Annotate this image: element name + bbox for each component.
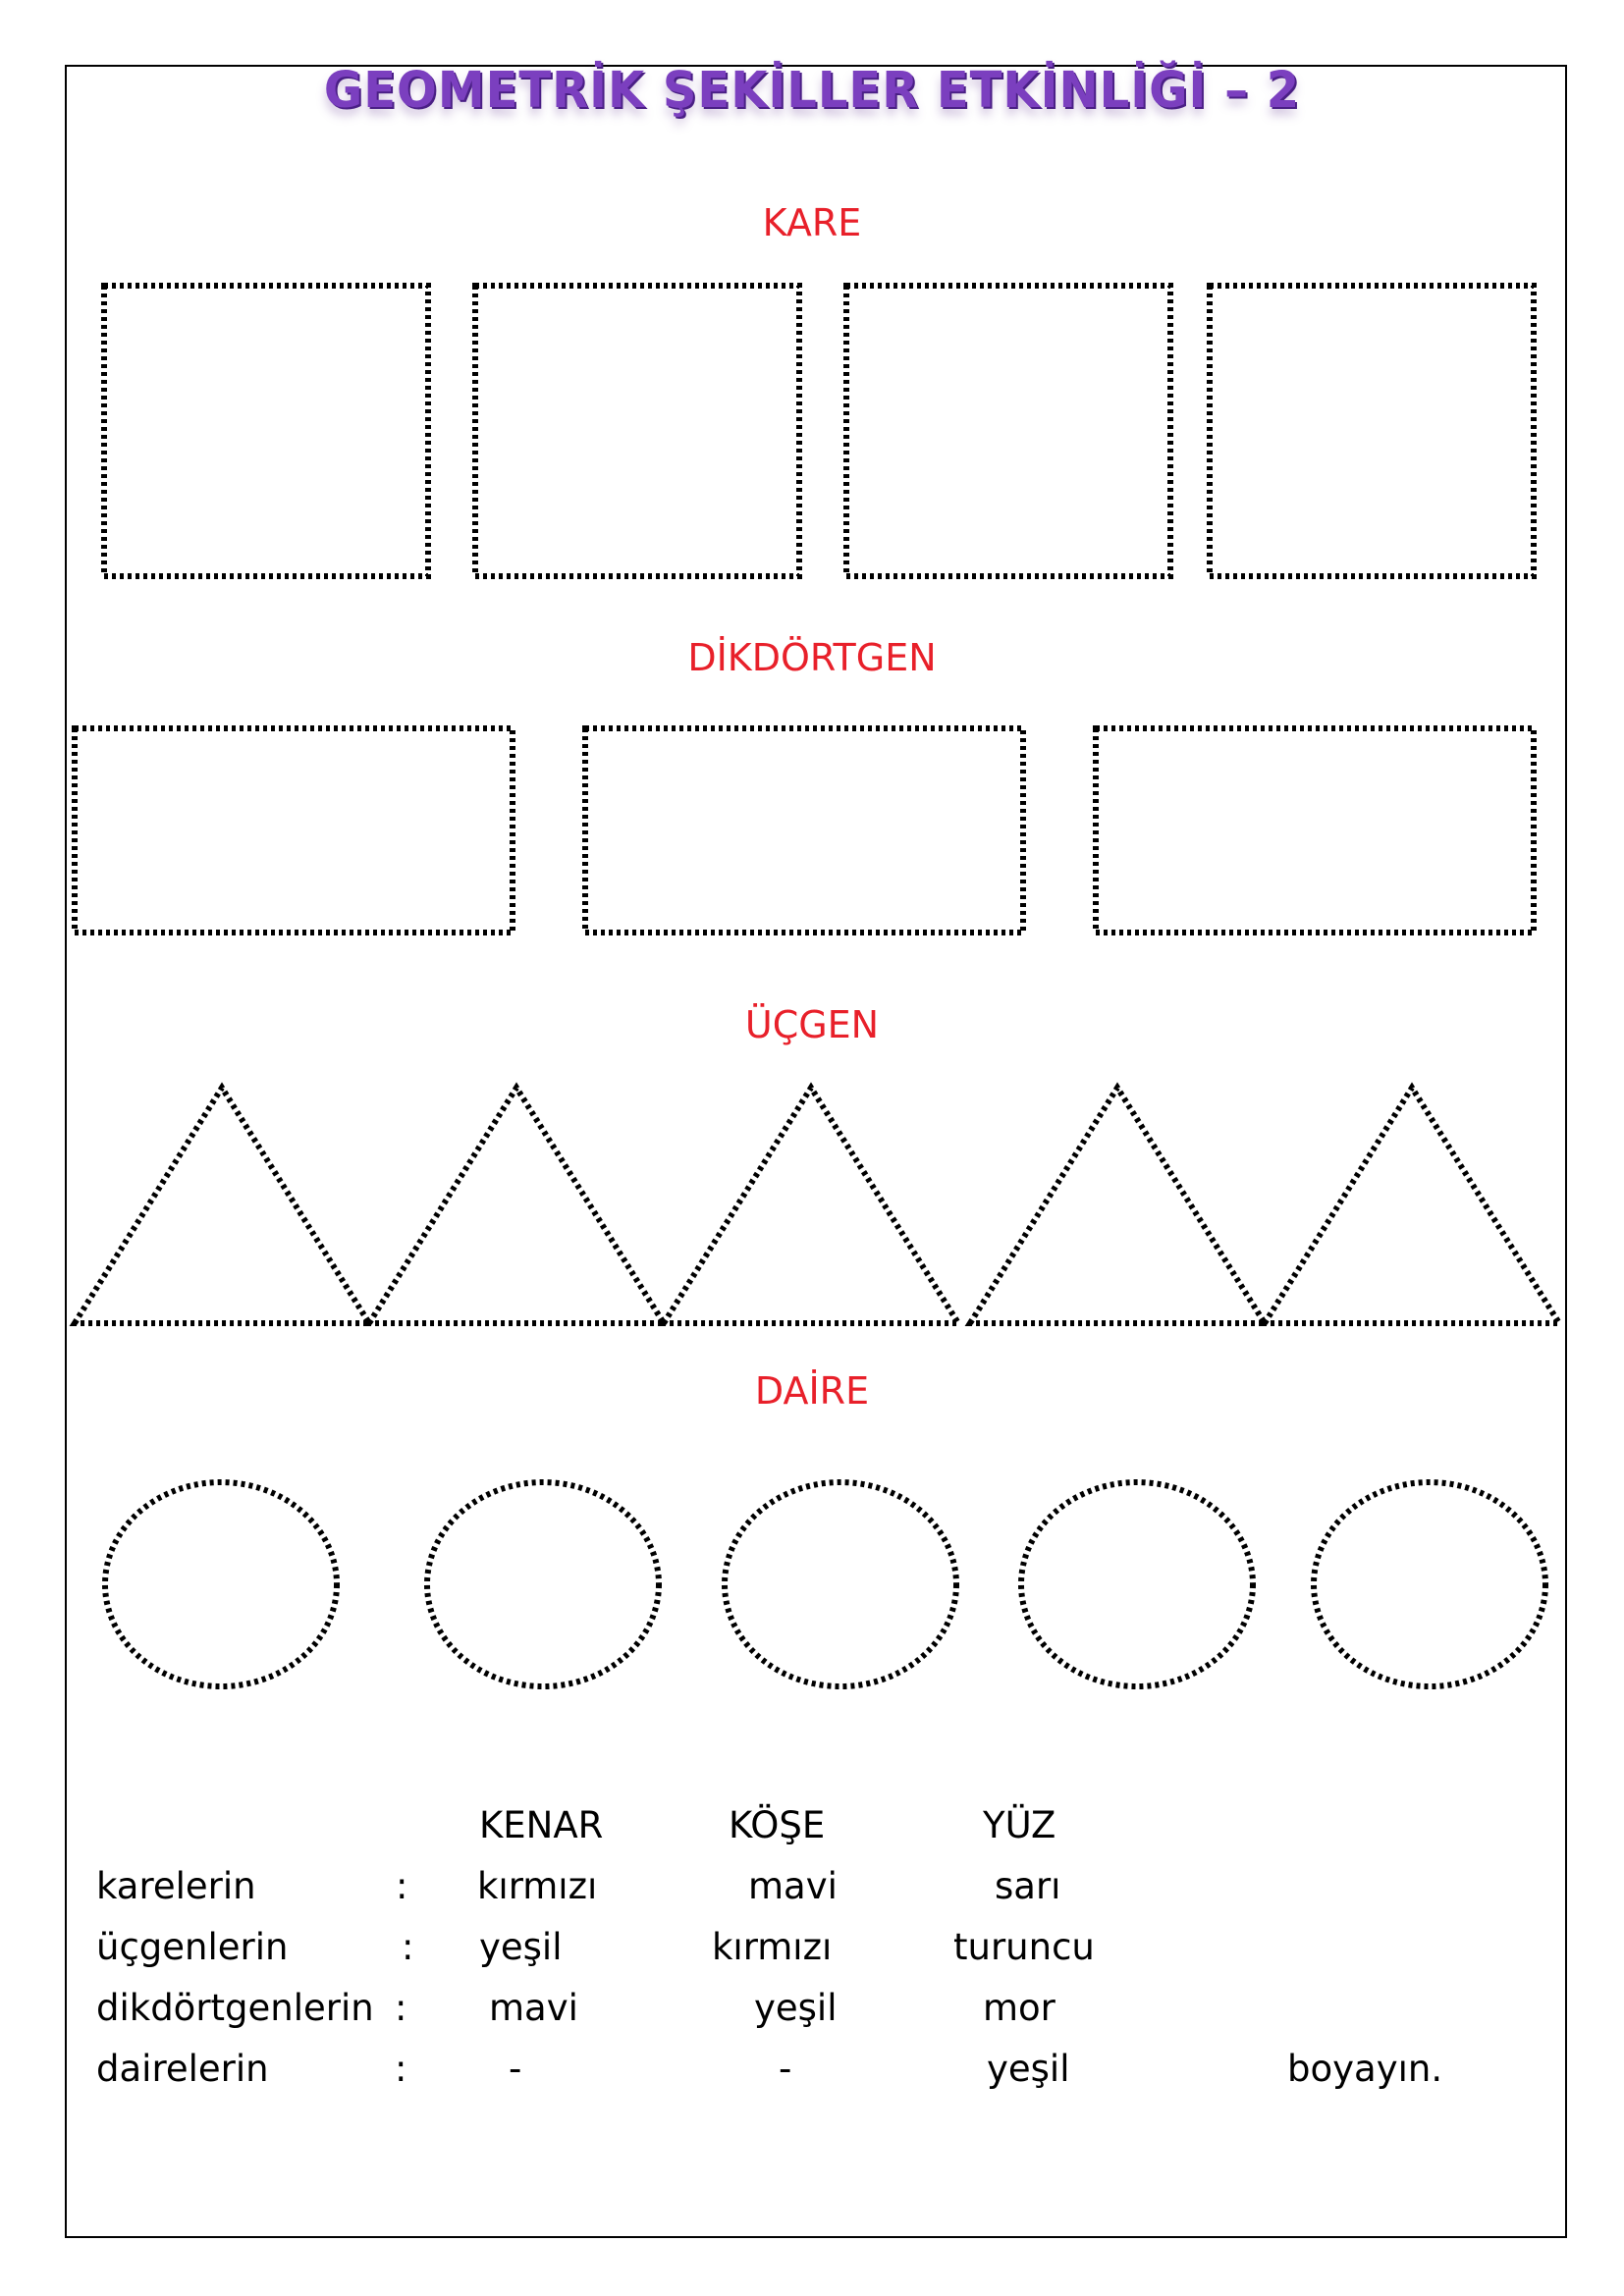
worksheet-title: GEOMETRİK ŞEKİLLER ETKİNLİĞİ – 2 (323, 61, 1301, 120)
cell-kose: kırmızı (712, 1926, 833, 1968)
triangle-shape-2[interactable] (369, 1088, 664, 1323)
row-name-ucgenlerin: üçgenlerin (96, 1926, 289, 1968)
row-name-dikdortgenlerin: dikdörtgenlerin (96, 1987, 374, 2029)
rectangle-shape-3[interactable] (1096, 728, 1534, 933)
circle-shape-1[interactable] (105, 1482, 337, 1686)
circle-shape-3[interactable] (725, 1482, 956, 1686)
row-colon: : (395, 2048, 407, 2090)
square-shape-3[interactable] (846, 286, 1170, 576)
instruction-text: boyayın. (1287, 2048, 1443, 2090)
section-label-circle: DAİRE (754, 1369, 870, 1413)
row-name-karelerin: karelerin (96, 1865, 256, 1907)
row-colon: : (395, 1987, 407, 2029)
triangle-shape-5[interactable] (1265, 1088, 1559, 1323)
cell-kose: - (779, 2048, 792, 2090)
header-kose: KÖŞE (729, 1804, 826, 1846)
header-yuz: YÜZ (983, 1804, 1056, 1846)
cell-kose: yeşil (754, 1987, 838, 2029)
section-label-triangle: ÜÇGEN (744, 1003, 880, 1046)
rectangle-shape-1[interactable] (75, 728, 513, 933)
coloring-instructions-table (96, 1804, 1490, 2099)
triangle-shape-4[interactable] (970, 1088, 1265, 1323)
row-colon: : (396, 1865, 408, 1907)
cell-yuz: turuncu (953, 1926, 1095, 1968)
cell-yuz: yeşil (987, 2048, 1070, 2090)
cell-kenar: yeşil (479, 1926, 563, 1968)
circle-shape-2[interactable] (427, 1482, 659, 1686)
rectangle-shape-2[interactable] (585, 728, 1023, 933)
triangle-shape-1[interactable] (75, 1088, 369, 1323)
row-name-dairelerin: dairelerin (96, 2048, 269, 2090)
square-shape-1[interactable] (104, 286, 428, 576)
circle-shape-5[interactable] (1314, 1482, 1545, 1686)
section-label-rectangle: DİKDÖRTGEN (687, 636, 937, 679)
header-kenar: KENAR (479, 1804, 604, 1846)
square-shape-4[interactable] (1210, 286, 1534, 576)
cell-yuz: sarı (995, 1865, 1061, 1907)
cell-kenar: mavi (489, 1987, 578, 2029)
cell-kose: mavi (748, 1865, 838, 1907)
cell-kenar: - (509, 2048, 522, 2090)
row-colon: : (402, 1926, 414, 1968)
cell-kenar: kırmızı (477, 1865, 598, 1907)
triangle-shape-3[interactable] (664, 1088, 958, 1323)
section-label-square: KARE (762, 201, 862, 244)
circle-shape-4[interactable] (1021, 1482, 1253, 1686)
cell-yuz: mor (983, 1987, 1056, 2029)
square-shape-2[interactable] (475, 286, 799, 576)
